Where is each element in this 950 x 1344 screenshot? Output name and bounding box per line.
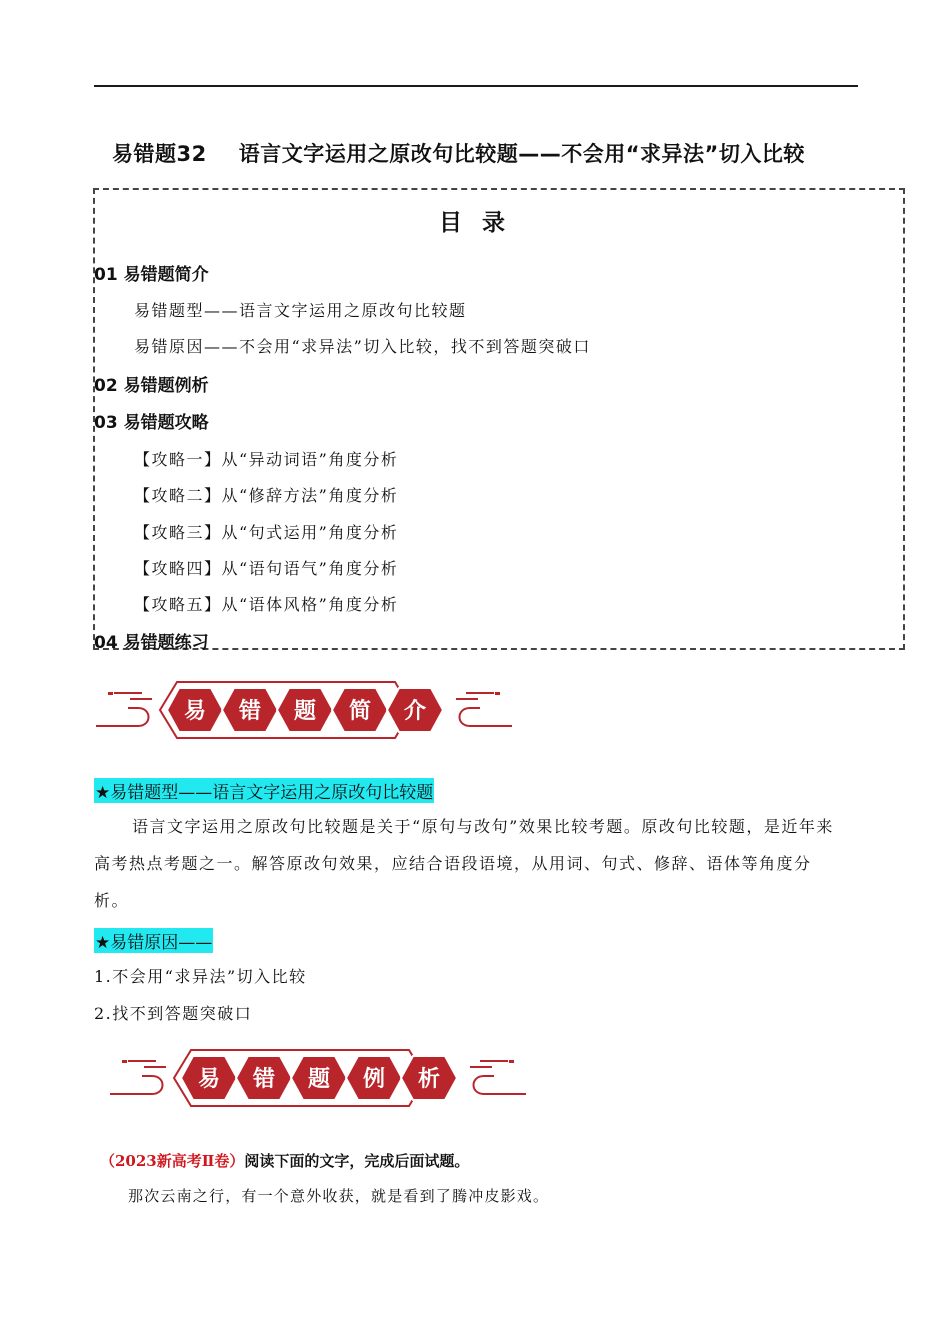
reason-item: 2.找不到答题突破口 <box>94 1004 253 1023</box>
toc-heading: 目 录 <box>438 210 511 236</box>
toc-item[interactable]: 【攻略四】从“语句语气”角度分析 <box>134 559 399 578</box>
title-text: 语言文字运用之原改句比较题——不会用“求异法”切入比较 <box>238 142 805 166</box>
example-instruction: 阅读下面的文字，完成后面试题。 <box>244 1152 470 1170</box>
banner-char: 简 <box>348 699 372 724</box>
intro-paragraph: 语言文字运用之原改句比较题是关于“原句与改句”效果比较考题。原改句比较题，是近年来高考热点考题之一。解答原改句效果，应结合语段语境，从用词、句式、修辞、语体等角度分析。 <box>94 817 834 910</box>
banner-char: 析 <box>417 1067 441 1092</box>
title-number: 易错题32 <box>112 142 207 166</box>
banner-char: 题 <box>307 1067 331 1092</box>
toc-item[interactable]: 易错题型——语言文字运用之原改句比较题 <box>134 301 467 320</box>
toc-item[interactable]: 易错原因——不会用“求异法”切入比较，找不到答题突破口 <box>134 337 591 356</box>
toc-section-4[interactable]: 04 易错题练习 <box>94 633 209 653</box>
banner-char: 介 <box>403 699 427 724</box>
toc-item[interactable]: 【攻略二】从“修辞方法”角度分析 <box>134 486 399 505</box>
toc-section-1[interactable]: 01 易错题简介 <box>94 265 209 285</box>
banner-char: 易 <box>183 699 207 724</box>
toc-item[interactable]: 【攻略一】从“异动词语”角度分析 <box>134 450 399 469</box>
example-text: 那次云南之行，有一个意外收获，就是看到了腾冲皮影戏。 <box>128 1187 550 1205</box>
banner-char: 题 <box>293 699 317 724</box>
example-source: （2023新高考Ⅱ卷） <box>100 1152 245 1170</box>
toc-item[interactable]: 【攻略五】从“语体风格”角度分析 <box>134 595 399 614</box>
top-rule <box>94 85 858 87</box>
reason-item: 1.不会用“求异法”切入比较 <box>94 967 307 986</box>
reason-heading: ★易错原因—— <box>94 928 213 953</box>
document-title <box>112 138 805 168</box>
banner-char: 易 <box>197 1067 221 1092</box>
banner-char: 例 <box>362 1067 386 1092</box>
toc-section-2[interactable]: 02 易错题例析 <box>94 376 209 396</box>
example-source-line <box>100 1150 469 1171</box>
type-heading: ★易错题型——语言文字运用之原改句比较题 <box>94 778 434 803</box>
section-banner-intro <box>94 678 514 742</box>
toc-item[interactable]: 【攻略三】从“句式运用”角度分析 <box>134 523 399 542</box>
toc-box <box>93 188 905 650</box>
toc-section-3[interactable]: 03 易错题攻略 <box>94 413 209 433</box>
banner-char: 错 <box>252 1067 276 1092</box>
banner-char: 错 <box>238 699 262 724</box>
section-banner-example <box>108 1046 528 1110</box>
